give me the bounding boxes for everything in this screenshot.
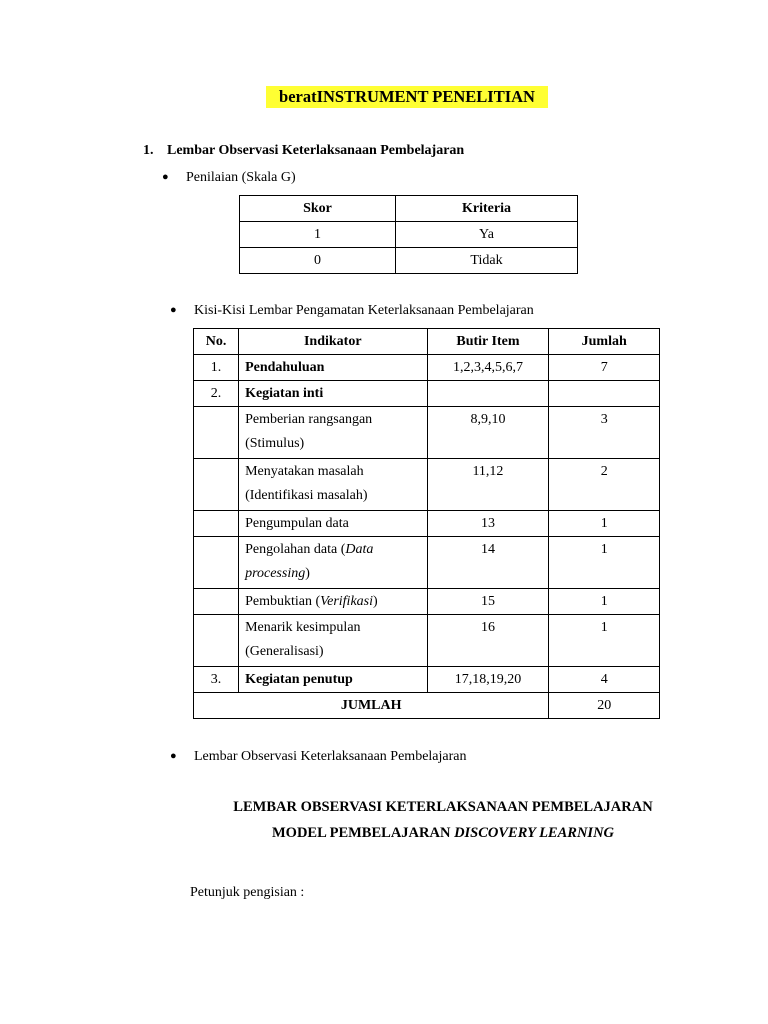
bullet-text: Lembar Observasi Keterlaksanaan Pembelajaran bbox=[194, 749, 467, 764]
indikator-suffix: ) bbox=[305, 566, 310, 581]
cell-butir bbox=[427, 381, 549, 407]
table-row bbox=[194, 407, 660, 459]
table-row bbox=[194, 615, 660, 667]
cell-indikator bbox=[239, 537, 427, 589]
header-skor: Skor bbox=[240, 196, 396, 222]
cell-jumlah: 2 bbox=[549, 459, 660, 511]
cell-jumlah: 1 bbox=[549, 589, 660, 615]
bullet-icon: ● bbox=[170, 304, 177, 316]
cell-butir: 13 bbox=[427, 511, 549, 537]
cell-jumlah: 1 bbox=[549, 511, 660, 537]
grid-table bbox=[193, 328, 660, 719]
bullet-kisi-kisi bbox=[170, 303, 534, 319]
cell-butir: 8,9,10 bbox=[427, 407, 549, 459]
bullet-penilaian bbox=[162, 170, 296, 186]
cell-jumlah: 1 bbox=[549, 615, 660, 667]
cell-no bbox=[194, 615, 239, 667]
cell-kriteria: Ya bbox=[396, 222, 578, 248]
table-row bbox=[194, 381, 660, 407]
header-kriteria: Kriteria bbox=[396, 196, 578, 222]
indikator-text: Pembuktian ( bbox=[245, 594, 321, 609]
indikator-italic: Data processing bbox=[245, 542, 374, 581]
cell-butir: 17,18,19,20 bbox=[427, 667, 549, 693]
table-row bbox=[194, 589, 660, 615]
cell-butir: 14 bbox=[427, 537, 549, 589]
header-butir-item: Butir Item bbox=[427, 329, 549, 355]
cell-no bbox=[194, 537, 239, 589]
cell-indikator: Pengumpulan data bbox=[239, 511, 427, 537]
bullet-text: Penilaian (Skala G) bbox=[186, 170, 296, 185]
table-row bbox=[194, 537, 660, 589]
indikator-text: Pengolahan data ( bbox=[245, 542, 346, 557]
bullet-text: Kisi-Kisi Lembar Pengamatan Keterlaksanaan Pembelajaran bbox=[194, 303, 534, 318]
total-value: 20 bbox=[549, 693, 660, 719]
cell-indikator: Menyatakan masalah (Identifikasi masalah) bbox=[239, 459, 427, 511]
cell-no bbox=[194, 407, 239, 459]
cell-indikator: Menarik kesimpulan (Generalisasi) bbox=[239, 615, 427, 667]
cell-indikator: Kegiatan inti bbox=[239, 381, 427, 407]
bullet-icon: ● bbox=[170, 750, 177, 762]
instructions-label: Petunjuk pengisian : bbox=[190, 885, 305, 900]
cell-butir: 16 bbox=[427, 615, 549, 667]
cell-no: 3. bbox=[194, 667, 239, 693]
section-number: 1. bbox=[143, 143, 154, 158]
document-title: beratINSTRUMENT PENELITIAN bbox=[266, 86, 548, 108]
total-label: JUMLAH bbox=[194, 693, 549, 719]
cell-butir: 15 bbox=[427, 589, 549, 615]
table-row bbox=[240, 222, 578, 248]
header-jumlah: Jumlah bbox=[549, 329, 660, 355]
table-row bbox=[194, 511, 660, 537]
table-row bbox=[240, 248, 578, 274]
indikator-suffix: ) bbox=[373, 594, 378, 609]
cell-indikator: Kegiatan penutup bbox=[239, 667, 427, 693]
table-row bbox=[194, 355, 660, 381]
cell-indikator: Pendahuluan bbox=[239, 355, 427, 381]
table-total-row bbox=[194, 693, 660, 719]
table-row bbox=[194, 459, 660, 511]
cell-jumlah: 4 bbox=[549, 667, 660, 693]
cell-jumlah: 1 bbox=[549, 537, 660, 589]
cell-no bbox=[194, 589, 239, 615]
bullet-lembar-observasi bbox=[170, 749, 467, 765]
observation-heading-line2 bbox=[143, 825, 743, 842]
bullet-icon: ● bbox=[162, 171, 169, 183]
cell-jumlah: 7 bbox=[549, 355, 660, 381]
observation-heading-line1: LEMBAR OBSERVASI KETERLAKSANAAN PEMBELAJARAN bbox=[233, 799, 653, 815]
cell-jumlah: 3 bbox=[549, 407, 660, 459]
cell-butir: 11,12 bbox=[427, 459, 549, 511]
cell-skor: 1 bbox=[240, 222, 396, 248]
header-indikator: Indikator bbox=[239, 329, 427, 355]
section-heading bbox=[143, 143, 464, 159]
cell-no: 1. bbox=[194, 355, 239, 381]
indikator-italic: Verifikasi bbox=[320, 594, 373, 609]
cell-butir: 1,2,3,4,5,6,7 bbox=[427, 355, 549, 381]
cell-jumlah bbox=[549, 381, 660, 407]
table-header-row bbox=[240, 196, 578, 222]
header-no: No. bbox=[194, 329, 239, 355]
cell-skor: 0 bbox=[240, 248, 396, 274]
cell-no bbox=[194, 511, 239, 537]
cell-kriteria: Tidak bbox=[396, 248, 578, 274]
heading-text: MODEL PEMBELAJARAN bbox=[271, 825, 455, 841]
score-table bbox=[239, 195, 578, 274]
table-row bbox=[194, 667, 660, 693]
heading-italic: DISCOVERY LEARNING bbox=[454, 825, 615, 841]
cell-indikator bbox=[239, 589, 427, 615]
section-label: Lembar Observasi Keterlaksanaan Pembelajaran bbox=[167, 143, 465, 158]
cell-no: 2. bbox=[194, 381, 239, 407]
cell-no bbox=[194, 459, 239, 511]
table-header-row bbox=[194, 329, 660, 355]
cell-indikator: Pemberian rangsangan (Stimulus) bbox=[239, 407, 427, 459]
